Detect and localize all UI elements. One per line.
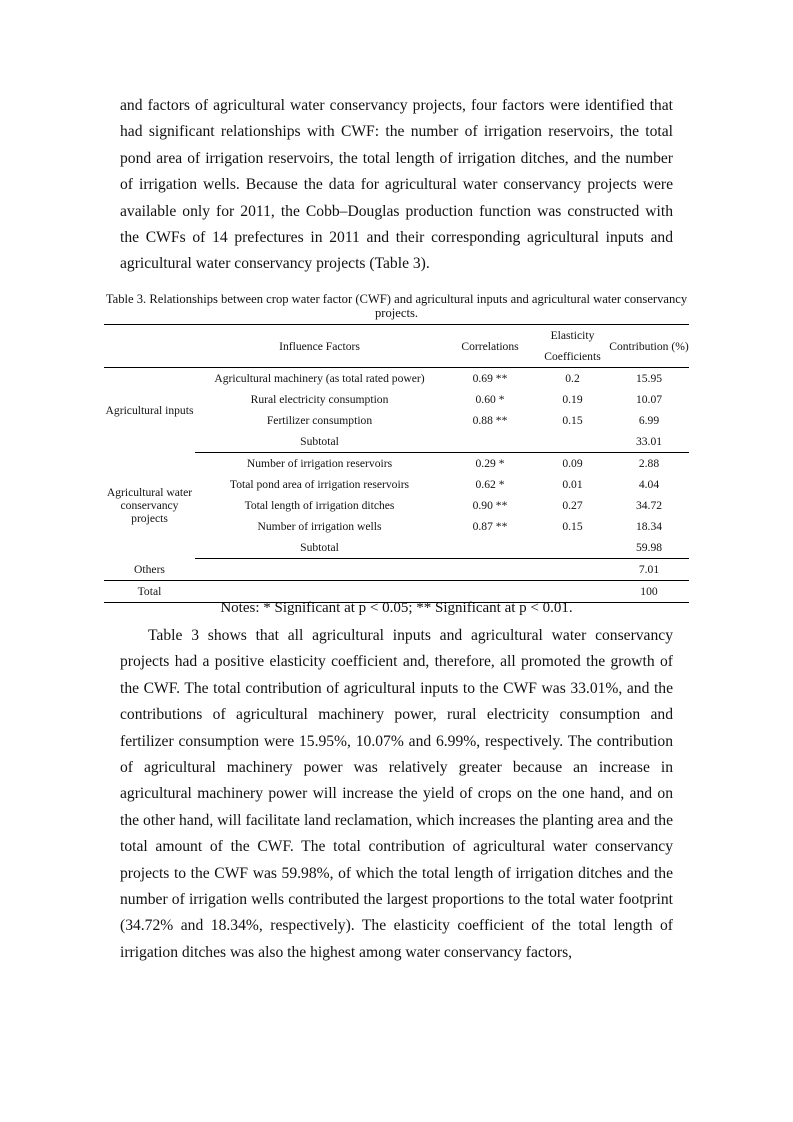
contribution-cell: 2.88 bbox=[638, 457, 660, 470]
elasticity-cell: 0.15 bbox=[562, 520, 583, 533]
contribution-cell: 15.95 bbox=[635, 372, 663, 385]
correlation-cell: 0.69 ** bbox=[472, 372, 508, 385]
others-label: Others bbox=[104, 559, 195, 581]
factor-cell: Total pond area of irrigation reservoirs bbox=[229, 478, 410, 491]
table-notes: Notes: * Significant at p < 0.05; ** Significant at p < 0.01. bbox=[220, 600, 573, 616]
factor-cell: Rural electricity consumption bbox=[250, 393, 389, 406]
factor-cell: Total length of irrigation ditches bbox=[244, 499, 395, 512]
elasticity-cell: 0.01 bbox=[562, 478, 583, 491]
elasticity-cell: 0.09 bbox=[562, 457, 583, 470]
factor-cell: Agricultural machinery (as total rated power) bbox=[214, 372, 425, 385]
correlation-cell: 0.60 * bbox=[475, 393, 505, 406]
group-agricultural-inputs bbox=[104, 368, 689, 453]
body-paragraph-2: Table 3 shows that all agricultural inputs and agricultural water conservancy projects had a positive elasticity coefficient and, therefore, all promoted the growth of the CWF. The total contribution of agricultural inputs to the CWF was 33.01%, and the contributions of agricultural machinery power, rural electricity consumption and fertilizer consumption were 15.95%, 10.07% and 6.99%, respectively. The contribution of agricultural machinery power was relatively greater because an increase in agricultural machinery power will increase the yield of crops on the one hand, and on the other hand, will facilitate land reclamation, which increases the planting area and the total amount of the CWF. The total contribution of agricultural water conservancy projects to the CWF was 59.98%, of which the total length of irrigation ditches and the number of irrigation wells contributed the largest proportions to the total water footprint (34.72% and 18.34%, respectively). The elasticity coefficient of the total length of irrigation ditches was also the highest among water conservancy factors, bbox=[120, 627, 673, 961]
others-contribution: 7.01 bbox=[609, 559, 689, 581]
contribution-cell: 4.04 bbox=[638, 478, 660, 491]
table-3 bbox=[104, 324, 689, 603]
group-label: Agricultural water conservancy projects bbox=[106, 486, 193, 525]
elasticity-cell: 0.27 bbox=[562, 499, 583, 512]
correlation-cell bbox=[444, 537, 536, 559]
correlation-cell: 0.87 ** bbox=[472, 520, 508, 533]
contribution-cell: 18.34 bbox=[635, 520, 663, 533]
elasticity-cell: 0.2 bbox=[565, 372, 580, 385]
total-label: Total bbox=[104, 581, 195, 603]
header-correlations: Correlations bbox=[444, 325, 536, 368]
correlation-cell bbox=[444, 431, 536, 453]
correlation-cell: 0.29 * bbox=[475, 457, 505, 470]
body-paragraph-1: and factors of agricultural water conservancy projects, four factors were identified that had significant relationships with CWF: the number of irrigation reservoirs, the total pond area of irrigation reservoirs, the total length of irrigation ditches, and the number of irrigation wells. Because the data for agricultural water conservancy projects were available only for 2011, the Cobb–Douglas production function was constructed with the CWFs of 14 prefectures in 2011 and their corresponding agricultural inputs and agricultural water conservancy projects (Table 3). bbox=[120, 97, 673, 273]
elasticity-cell: 0.19 bbox=[562, 393, 583, 406]
factor-cell: Subtotal bbox=[195, 431, 444, 453]
factor-cell: Fertilizer consumption bbox=[266, 414, 373, 427]
factor-cell: Number of irrigation reservoirs bbox=[246, 457, 393, 470]
header-influence-factors: Influence Factors bbox=[195, 325, 444, 368]
elasticity-cell: 0.15 bbox=[562, 414, 583, 427]
table-row bbox=[104, 559, 689, 581]
others-row-group bbox=[104, 559, 689, 581]
header-contribution: Contribution (%) bbox=[609, 325, 689, 368]
contribution-cell: 10.07 bbox=[635, 393, 663, 406]
factor-cell: Subtotal bbox=[195, 537, 444, 559]
header-elasticity: Elasticity Coefficients bbox=[536, 325, 609, 368]
correlation-cell: 0.90 ** bbox=[472, 499, 508, 512]
contribution-cell: 34.72 bbox=[635, 499, 663, 512]
group-water-conservancy bbox=[104, 453, 689, 559]
correlation-cell: 0.88 ** bbox=[472, 414, 508, 427]
group-label: Agricultural inputs bbox=[105, 403, 194, 417]
table-3-caption: Table 3. Relationships between crop water factor (CWF) and agricultural inputs and agricultural water conservancy projects. bbox=[105, 292, 688, 320]
table-row bbox=[104, 368, 689, 390]
elasticity-cell bbox=[536, 537, 609, 559]
total-contribution: 100 bbox=[609, 581, 689, 603]
table-row bbox=[104, 453, 689, 475]
contribution-cell: 33.01 bbox=[609, 431, 689, 453]
factor-cell: Number of irrigation wells bbox=[257, 520, 382, 533]
correlation-cell: 0.62 * bbox=[475, 478, 505, 491]
contribution-cell: 59.98 bbox=[609, 537, 689, 559]
elasticity-cell bbox=[536, 431, 609, 453]
contribution-cell: 6.99 bbox=[638, 414, 660, 427]
